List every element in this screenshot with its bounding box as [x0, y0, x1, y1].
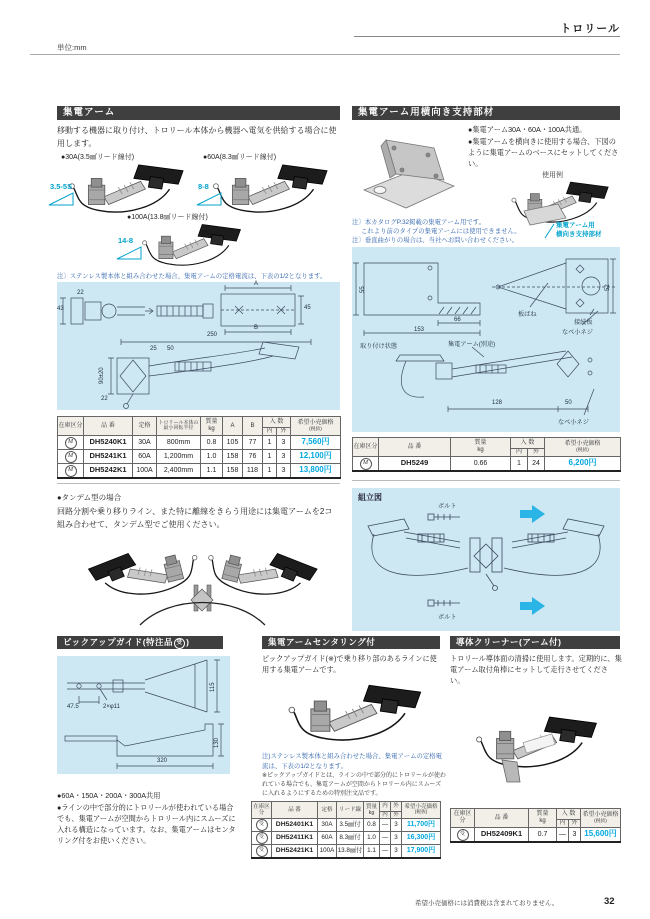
col-qty-in-h: 内: [380, 802, 391, 812]
dim-label: 43: [57, 306, 64, 312]
section-title-collector-arm: 集電アーム: [57, 106, 340, 120]
stock-badge: 受: [256, 845, 268, 857]
col-qty: 入 数: [557, 809, 581, 820]
section-title-cleaner: 導体クリーナー(アーム付): [450, 636, 620, 649]
dim-label: 66: [454, 317, 461, 323]
col-qty-out: 外: [528, 449, 545, 457]
table-row: M DH5240K1 30A 800mm 0.8 105 77 1 3 7,560円: [58, 436, 341, 450]
lead-tag-30a: 3.5-5S: [47, 184, 77, 206]
dim-label: 50: [565, 400, 572, 406]
centering-note-asterisk: ※ピックアップガイドとは、ラインの中で部分的にトロリールが使われている場合でも、集電アームが空間からトロリール内にスムーズに入れるようにするための特別注文品です。: [262, 773, 446, 797]
side-support-bullet1: ●集電アーム30A・60A・100A共通。: [468, 125, 587, 134]
stock-badge: M: [360, 458, 372, 470]
col-qty: 入 数: [511, 438, 545, 449]
stock-badge: 受: [457, 829, 469, 841]
col-qty-in: 内: [263, 428, 277, 436]
leader-line-icon: [544, 223, 556, 239]
assembly-title: 組立図: [358, 493, 382, 502]
product-photo-100a: [133, 222, 253, 272]
dim-label: 52: [605, 284, 611, 291]
col-qty-out: 外: [277, 428, 291, 436]
col-radius: トロリール本体の 最小回転半径: [157, 417, 201, 436]
col-qty-in: 内: [511, 449, 528, 457]
col-b: B: [243, 417, 263, 436]
footer-tax-note: 希望小売価格には消費税は含まれておりません。: [415, 900, 559, 907]
side-support-callout: 集電アーム用 横向き支持部材: [556, 222, 602, 239]
side-support-note2: これより前のタイプの集電アームには使用できません。: [361, 228, 521, 235]
assembly-drawing: [352, 488, 620, 631]
col-code: 品 番: [272, 802, 318, 819]
side-support-note3: 注〕垂直曲がりの場合は、当社へお問い合わせください。: [352, 237, 519, 244]
page-number: 32: [604, 896, 615, 907]
dim-label: 320: [157, 758, 168, 764]
order-mark: 受: [174, 638, 185, 649]
dim-label: 250: [207, 332, 218, 338]
divider: [57, 483, 340, 484]
col-stock: 在庫区分: [353, 438, 379, 457]
dim-label: 25: [150, 346, 157, 352]
col-rating: 定格: [133, 417, 157, 436]
pickup-guide-drawing: [57, 656, 230, 774]
arm-products: [50, 152, 340, 268]
section-title-pickup-guide: ピックアップガイド(特注品 受 ): [57, 636, 223, 649]
dim-label: 130: [214, 737, 220, 748]
dim-label: 128: [492, 400, 503, 406]
arrow-right-icon: [520, 505, 545, 523]
pickup-bullet2: ●ラインの中で部分的にトロリールが使われている場合でも、集電アームが空間からトロリール内にスムーズに入れる構造になっています。なお、集電アームはセンタリング付をお使いください。: [57, 803, 236, 845]
side-support-table: [352, 437, 620, 472]
col-qty-out: 外: [391, 812, 402, 819]
tandem-desc: 回路分割や乗り移りライン、また特に離線をきらう用途には集電アームを2コ組み合わせて、タンデム型でご使用ください。: [57, 507, 333, 529]
usage-example-label: 使用例: [542, 172, 563, 179]
centering-note-blue: 注)ステンレス製本体と組み合わせた場合、集電アームの定格電流は、下表の1/2となります。: [262, 753, 443, 770]
dim-label: 55: [360, 286, 366, 293]
top-rule: [30, 54, 620, 55]
cleaner-table: [450, 808, 620, 843]
part-label: なべ小ネジ: [562, 329, 593, 336]
cleaner-desc: トロリール導体面の清掃に使用します。定期的に、集電アーム取付角棒にセットして走行させてください。: [450, 654, 622, 685]
col-mass: 質量 kg: [529, 809, 557, 828]
product-label-100a: ●100A(13.8㎟リード線付): [127, 214, 208, 221]
product-label-30a: ●30A(3.5㎟リード線付): [61, 154, 135, 161]
col-qty-in: 内: [380, 812, 391, 819]
triangle-tag-icon: [195, 191, 225, 207]
part-label: 接続板: [574, 319, 593, 326]
dim-label: 50: [167, 346, 174, 352]
product-photo-60a: [207, 162, 337, 220]
dim-label: 22: [77, 290, 84, 296]
stock-badge: M: [65, 451, 77, 463]
col-code: 品 番: [475, 809, 529, 828]
col-lead: リード線: [337, 802, 364, 819]
dim-label: B: [254, 325, 259, 331]
col-mass: 質量 kg: [201, 417, 223, 436]
col-qty-in: 内: [557, 820, 569, 828]
cleaner-photo: [462, 698, 610, 794]
triangle-tag-icon: [47, 191, 77, 207]
pickup-bullet1: ●60A・150A・200A・300A共用: [57, 791, 161, 800]
table-row: M DH5249 0.66 1 24 6,200円: [353, 457, 621, 472]
centering-table: [251, 801, 440, 859]
arm-spec-table: [57, 416, 340, 479]
part-label: なべ小ネジ: [558, 419, 589, 426]
part-label: 取り付け状態: [360, 343, 398, 350]
dim-label: 47.5: [67, 704, 79, 710]
tandem-photo: [85, 533, 320, 629]
stock-badge: M: [65, 465, 77, 477]
table-row: 受 DH52409K1 0.7 — 3 15,600円: [451, 828, 621, 843]
col-stock: 在庫区分: [252, 802, 272, 819]
lead-tag-100a: 14-8: [115, 238, 145, 260]
section-title-side-support: 集電アーム用横向き支持部材: [352, 106, 620, 120]
col-code: 品 番: [84, 417, 133, 436]
assembly-diagram: [352, 488, 620, 631]
dim-label: 90±20: [99, 367, 105, 384]
part-label: 集電アーム(別途): [448, 341, 496, 348]
dim-label: A: [254, 281, 259, 287]
arm-drawing: [57, 282, 340, 410]
side-support-bullet2: ●集電アームを横向きに使用する場合、下図のように集電アームのベースにセットしてください。: [468, 137, 619, 168]
dim-label: 2×φ11: [103, 704, 120, 710]
tandem-title: ●タンデム型の場合: [57, 493, 122, 502]
col-qty: 入 数: [263, 417, 291, 428]
col-mass: 質量 kg: [364, 802, 380, 819]
bolt-label: ボルト: [438, 503, 457, 510]
col-qty-out-h: 外: [391, 802, 402, 812]
col-mass: 質量 kg: [451, 438, 511, 457]
divider: [352, 480, 620, 481]
table-row: M DH5241K1 60A 1,200mm 1.0 158 76 1 3 12,100円: [58, 450, 341, 464]
stock-badge: M: [65, 437, 77, 449]
bolt-label: ボルト: [438, 614, 457, 621]
section-title-centering: 集電アームセンタリング付: [262, 636, 440, 649]
arm-dimension-diagram: [57, 282, 340, 410]
stainless-note: 注〕ステンレス製本体と組み合わせた場合、集電アームの定格電流は、下表の1/2となります。: [57, 273, 327, 280]
side-support-diagram: [352, 247, 620, 432]
col-a: A: [223, 417, 243, 436]
table-row: 受 DH52401K1 30A 3.5㎟付 0.8 — 3 11,700円: [252, 819, 441, 832]
centering-desc: ピックアップガイド(※)で乗り移り部のあるラインに使用する集電アームです。: [262, 654, 437, 674]
side-support-photo: [356, 128, 461, 213]
centering-photo: [268, 680, 433, 750]
unit-label: 単位:mm: [57, 43, 87, 52]
table-row: M DH5242K1 100A 2,400mm 1.1 158 118 1 3 13,800円: [58, 464, 341, 479]
col-stock: 在庫区分: [58, 417, 84, 436]
dim-label: 115: [210, 682, 216, 692]
page-tab: トロリール: [560, 23, 620, 35]
product-label-60a: ●60A(8.3㎟リード線付): [203, 154, 277, 161]
col-price: 希望小売価格 (税抜): [581, 809, 621, 828]
collector-arm-desc: 移動する機器に取り付け、トロリール本体から機器へ電気を供給する場合に使用します。: [57, 126, 337, 148]
col-price: 希望小売価格 (税抜): [291, 417, 341, 436]
stock-badge: 受: [256, 832, 268, 844]
triangle-tag-icon: [115, 245, 145, 261]
col-price: 希望小売価格 (税抜): [402, 802, 441, 819]
col-price: 希望小売価格 (税抜): [545, 438, 621, 457]
col-stock: 在庫区分: [451, 809, 475, 828]
table-row: 受 DH52421K1 100A 13.8㎟付 1.1 — 3 17,900円: [252, 845, 441, 859]
dim-label: 153: [414, 327, 425, 333]
col-qty-out: 外: [569, 820, 581, 828]
pickup-guide-diagram: [57, 656, 230, 774]
stock-badge: 受: [256, 819, 268, 831]
part-label: 板ばね: [518, 311, 537, 318]
col-rating: 定格: [318, 802, 337, 819]
arrow-right-icon: [520, 597, 545, 615]
tab-rule: [354, 36, 620, 37]
dim-label: 45: [304, 305, 311, 311]
col-code: 品 番: [379, 438, 451, 457]
side-support-note1: 注〕本カタログP.32掲載の集電アーム用です。: [352, 219, 486, 226]
lead-tag-60a: 8-8: [195, 184, 225, 206]
table-row: 受 DH52411K1 60A 8.3㎟付 1.0 — 3 16,300円: [252, 832, 441, 845]
dim-label: 22: [101, 396, 108, 402]
